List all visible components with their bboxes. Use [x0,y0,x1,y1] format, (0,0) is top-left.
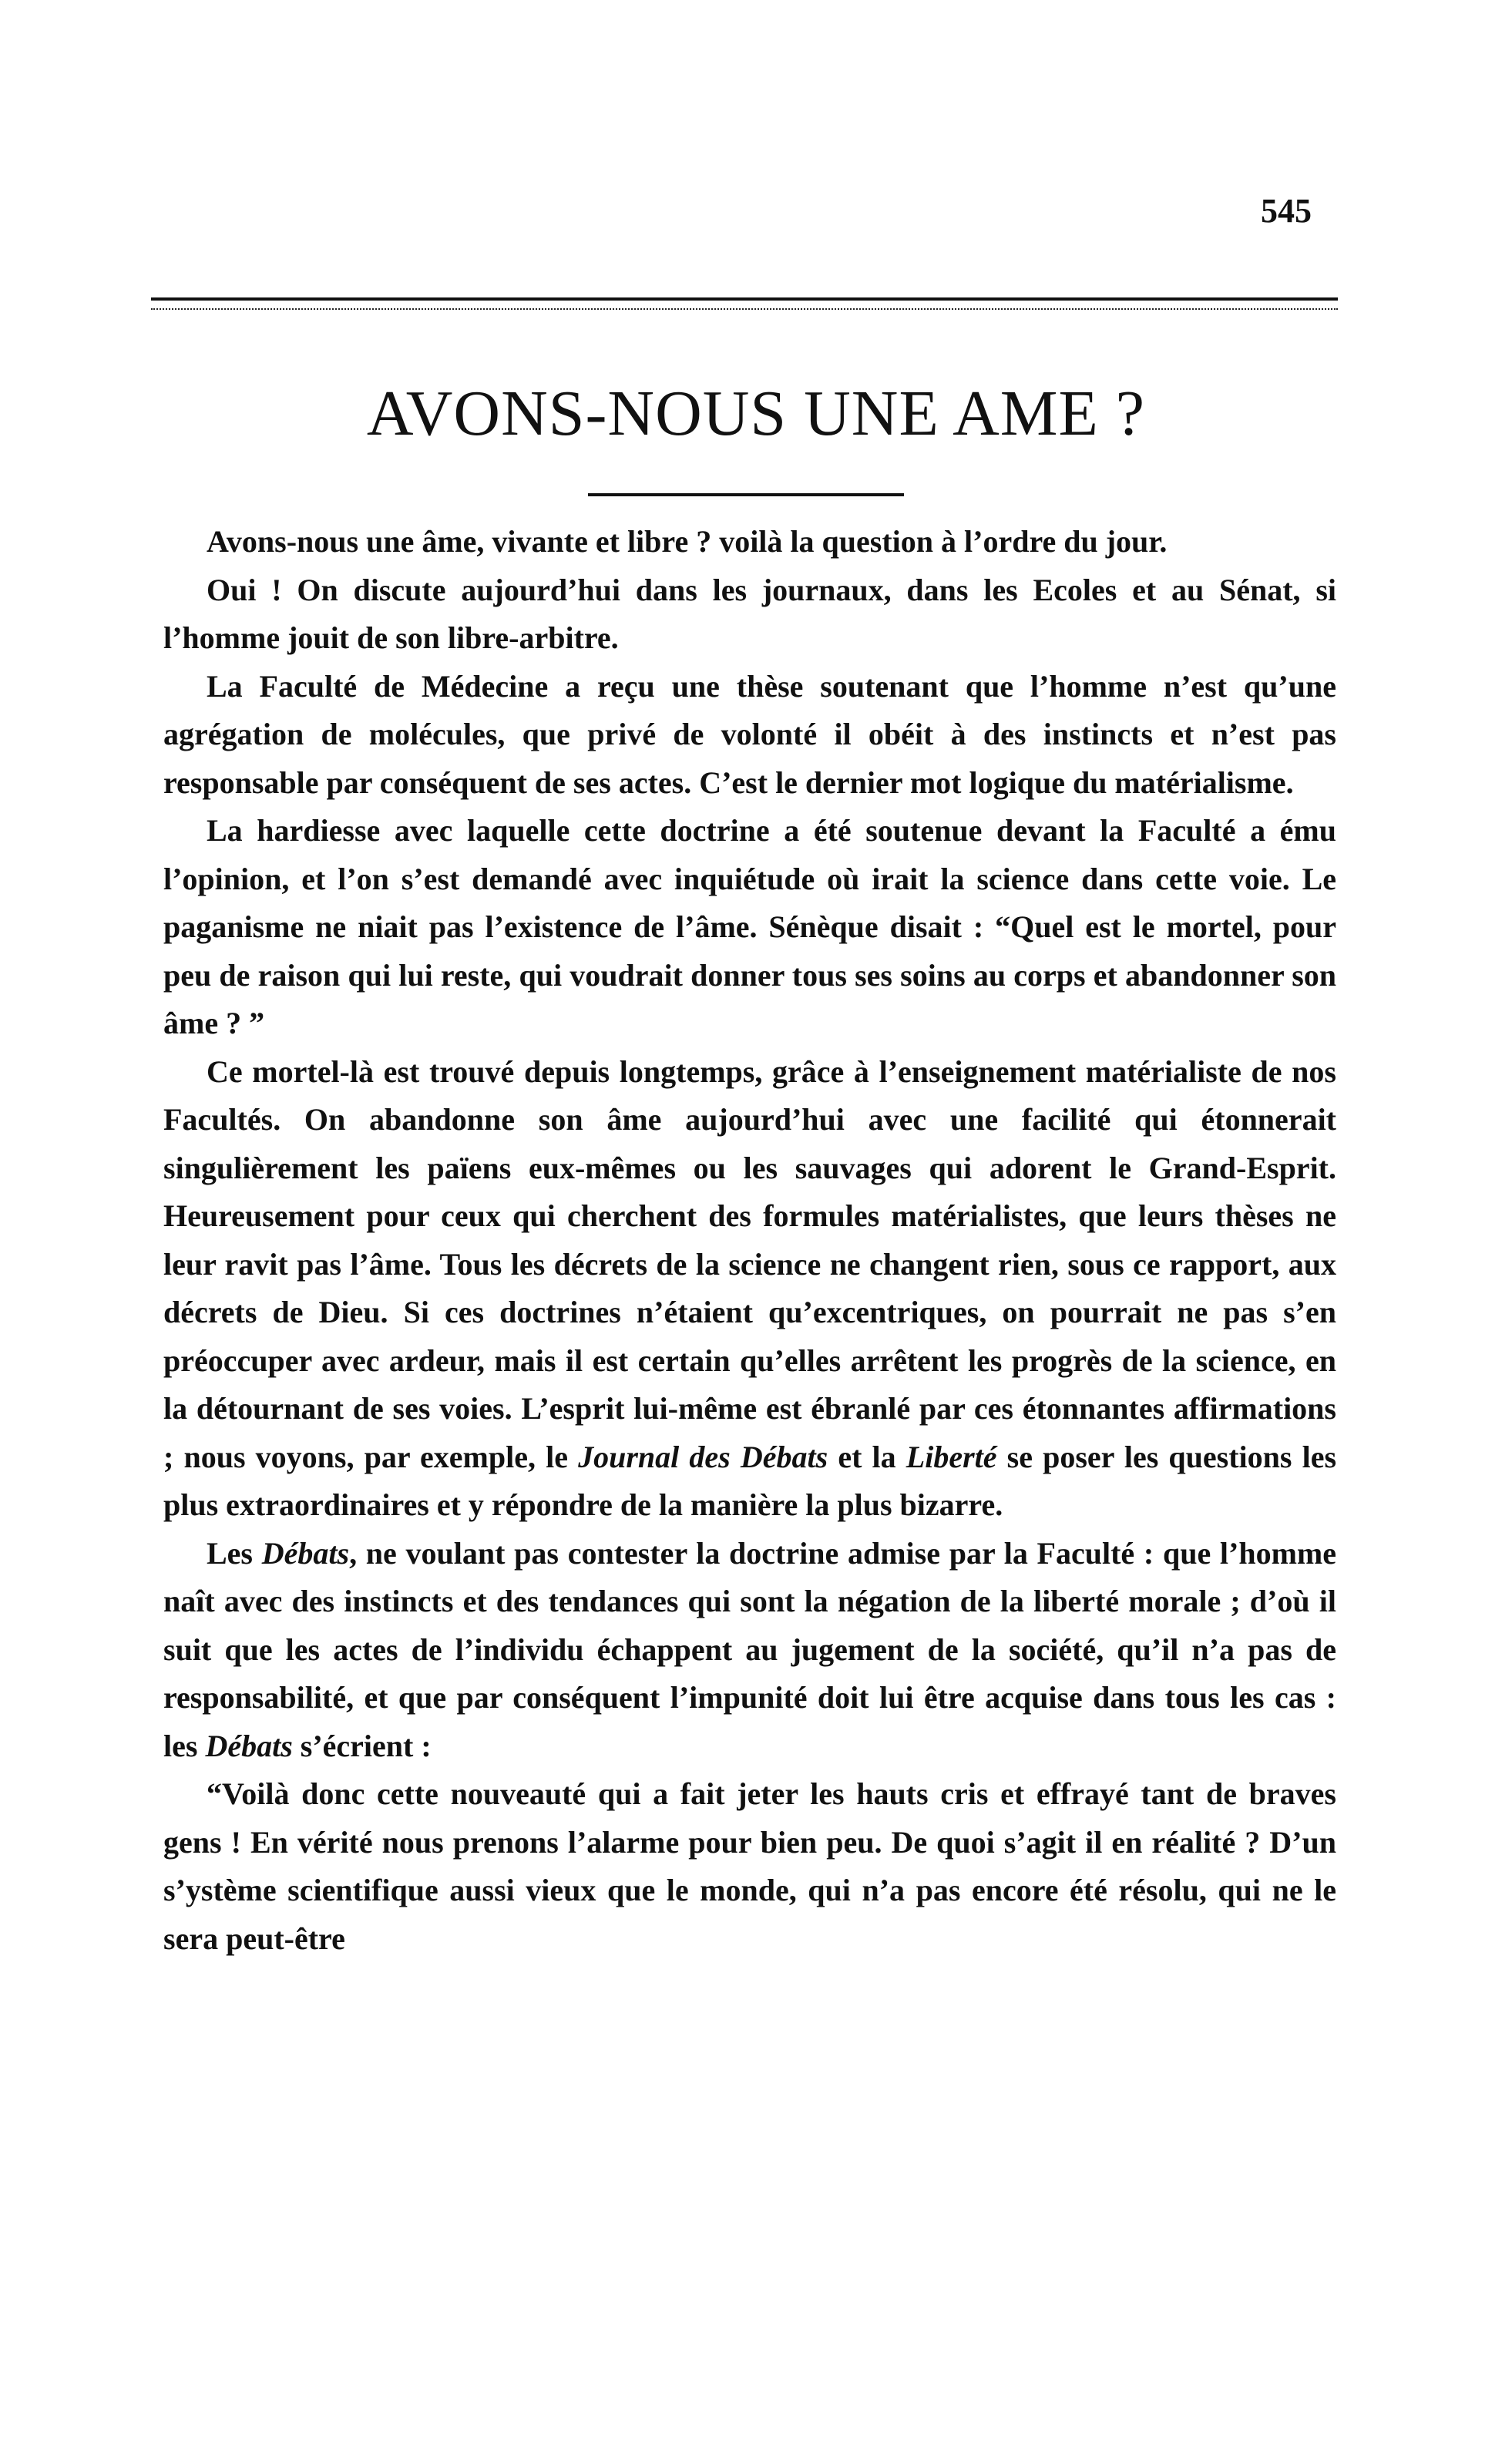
text-run: Avons-nous une âme, vivante et libre ? voilà la question à l’ordre du jour. [207,524,1168,559]
text-run: La Faculté de Médecine a reçu une thèse soutenant que l’homme n’est qu’une agrégation de molécules, que privé de volonté il obéit à des instincts et n’est pas responsable par conséquent de ses actes. C’est le dernier mot logique du matérialisme. [163,668,1336,800]
journal-title: Liberté [906,1439,997,1474]
journal-title: Journal des Débats [578,1439,828,1474]
paragraph [163,663,1336,808]
text-run: Les [207,1535,262,1571]
title-rule [588,493,904,496]
paragraph [163,518,1336,566]
paragraph [163,1770,1336,1963]
text-run: s’écrient : [292,1728,432,1763]
journal-title: Débats [261,1535,350,1571]
page-number: 545 [1261,192,1312,230]
article-title: AVONS-NOUS UNE AME ? [366,378,1146,449]
text-run: se poser les questions les plus extraordinaires et y répondre de la manière la plus bizarre. [163,1439,1337,1522]
header-rule [151,297,1338,310]
paragraph [163,1048,1336,1530]
paragraph [163,1530,1336,1771]
paragraph [163,807,1336,1048]
text-run: Oui ! On discute aujourd’hui dans les journaux, dans les Ecoles et au Sénat, si l’homme jouit de son libre-arbitre. [163,572,1336,655]
text-run: , ne voulant pas contester la doctrine admise par la Faculté : que l’homme naît avec des instincts et des tendances qui sont la négation de la liberté morale ; d’où il suit que les actes de l’individu échappent au jugement de la société, qu’il n’a pas de responsabilité, et que par conséquent l’impunité doit lui être acquise dans tous les cas : les [163,1535,1337,1763]
text-run: et la [828,1439,906,1474]
text-run: La hardiesse avec laquelle cette doctrine a été soutenue devant la Faculté a ému l’opinion, et l’on s’est demandé avec inquiétude où irait la science dans cette voie. Le paganisme ne niait pas l’existence de l’âme. Sénèque disait : “Quel est le mortel, pour peu de raison qui lui reste, qui voudrait donner tous ses soins au corps et abandonner son âme ? ” [163,813,1336,1040]
text-run: “Voilà donc cette nouveauté qui a fait jeter les hauts cris et effrayé tant de braves gens ! En vérité nous prenons l’alarme pour bien peu. De quoi s’agit il en réalité ? D’un s’ystème scientifique aussi vieux que le monde, qui n’a pas encore été résolu, qui ne le sera peut-être [163,1776,1336,1956]
paragraph [163,566,1336,663]
article-body [163,518,1336,1963]
text-run: Ce mortel-là est trouvé depuis longtemps, grâce à l’enseignement matérialiste de nos Facultés. On abandonne son âme aujourd’hui avec une facilité qui étonnerait singulièrement les païens eux-mêmes ou les sauvages qui adorent le Grand-Esprit. Heureusement pour ceux qui cherchent des formules matérialistes, que leurs thèses ne leur ravit pas l’âme. Tous les décrets de la science ne changent rien, sous ce rapport, aux décrets de Dieu. Si ces doctrines n’étaient qu’excentriques, on pourrait ne pas s’en préoccuper avec ardeur, mais il est certain qu’elles arrêtent les progrès de la science, en la détournant de ses voies. L’esprit lui-même est ébranlé par ces étonnantes affirmations ; nous voyons, par exemple, le [163,1053,1336,1474]
journal-title: Débats [205,1728,293,1763]
